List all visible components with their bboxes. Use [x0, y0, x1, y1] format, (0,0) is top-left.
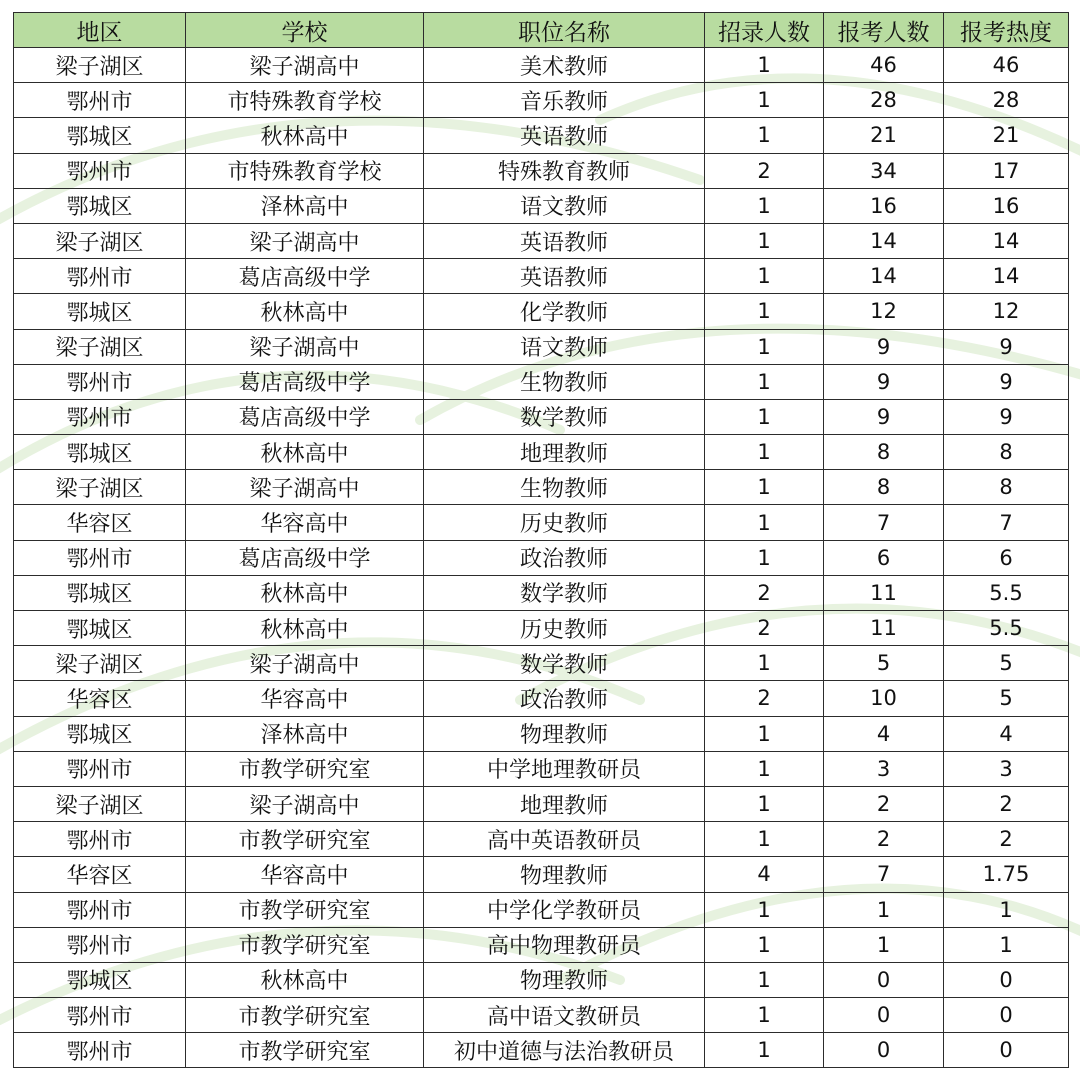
cell-school: 梁子湖高中	[186, 223, 424, 258]
cell-hire-count: 1	[705, 118, 824, 153]
cell-hire-count: 1	[705, 470, 824, 505]
cell-applicant-count: 8	[824, 435, 944, 470]
cell-applicant-count: 1	[824, 892, 944, 927]
cell-hire-count: 2	[705, 575, 824, 610]
cell-applicant-count: 9	[824, 364, 944, 399]
table-row	[14, 329, 1069, 364]
cell-position: 英语教师	[424, 223, 705, 258]
cell-popularity: 9	[944, 364, 1069, 399]
cell-school: 秋林高中	[186, 294, 424, 329]
cell-position: 化学教师	[424, 294, 705, 329]
cell-school: 市教学研究室	[186, 1033, 424, 1068]
cell-popularity: 17	[944, 153, 1069, 188]
cell-position: 中学化学教研员	[424, 892, 705, 927]
cell-school: 葛店高级中学	[186, 540, 424, 575]
cell-hire-count: 1	[705, 962, 824, 997]
cell-popularity: 1.75	[944, 857, 1069, 892]
cell-region: 鄂城区	[14, 716, 186, 751]
cell-position: 生物教师	[424, 364, 705, 399]
table-row	[14, 259, 1069, 294]
table-row	[14, 822, 1069, 857]
table-header-row	[14, 13, 1069, 48]
cell-popularity: 6	[944, 540, 1069, 575]
cell-position: 高中英语教研员	[424, 822, 705, 857]
cell-hire-count: 1	[705, 751, 824, 786]
cell-school: 华容高中	[186, 857, 424, 892]
header-popularity: 报考热度	[944, 13, 1069, 48]
cell-applicant-count: 0	[824, 962, 944, 997]
header-region: 地区	[14, 13, 186, 48]
cell-region: 梁子湖区	[14, 48, 186, 83]
cell-position: 高中物理教研员	[424, 927, 705, 962]
cell-popularity: 28	[944, 83, 1069, 118]
cell-popularity: 2	[944, 822, 1069, 857]
cell-applicant-count: 9	[824, 329, 944, 364]
cell-hire-count: 1	[705, 48, 824, 83]
cell-school: 葛店高级中学	[186, 399, 424, 434]
cell-hire-count: 1	[705, 294, 824, 329]
cell-position: 语文教师	[424, 329, 705, 364]
table-row	[14, 188, 1069, 223]
cell-region: 华容区	[14, 505, 186, 540]
cell-applicant-count: 11	[824, 611, 944, 646]
cell-position: 历史教师	[424, 505, 705, 540]
cell-hire-count: 1	[705, 329, 824, 364]
cell-applicant-count: 2	[824, 786, 944, 821]
cell-applicant-count: 14	[824, 223, 944, 258]
cell-school: 葛店高级中学	[186, 259, 424, 294]
table-row	[14, 153, 1069, 188]
cell-position: 生物教师	[424, 470, 705, 505]
table-row	[14, 48, 1069, 83]
cell-school: 市教学研究室	[186, 822, 424, 857]
cell-applicant-count: 7	[824, 857, 944, 892]
cell-applicant-count: 16	[824, 188, 944, 223]
cell-position: 初中道德与法治教研员	[424, 1033, 705, 1068]
cell-school: 市教学研究室	[186, 892, 424, 927]
cell-popularity: 3	[944, 751, 1069, 786]
cell-region: 鄂州市	[14, 83, 186, 118]
cell-applicant-count: 46	[824, 48, 944, 83]
header-applicant-count: 报考人数	[824, 13, 944, 48]
table-row	[14, 857, 1069, 892]
table-row	[14, 470, 1069, 505]
cell-popularity: 5.5	[944, 611, 1069, 646]
cell-hire-count: 1	[705, 892, 824, 927]
table-row	[14, 646, 1069, 681]
cell-region: 梁子湖区	[14, 223, 186, 258]
cell-position: 历史教师	[424, 611, 705, 646]
table-row	[14, 118, 1069, 153]
cell-applicant-count: 5	[824, 646, 944, 681]
cell-school: 秋林高中	[186, 611, 424, 646]
cell-popularity: 4	[944, 716, 1069, 751]
cell-hire-count: 1	[705, 646, 824, 681]
cell-popularity: 9	[944, 329, 1069, 364]
recruitment-table	[13, 12, 1069, 1068]
cell-position: 政治教师	[424, 540, 705, 575]
table-row	[14, 1033, 1069, 1068]
cell-hire-count: 1	[705, 822, 824, 857]
cell-popularity: 7	[944, 505, 1069, 540]
cell-position: 地理教师	[424, 786, 705, 821]
cell-region: 鄂州市	[14, 399, 186, 434]
cell-region: 鄂州市	[14, 822, 186, 857]
cell-applicant-count: 7	[824, 505, 944, 540]
cell-hire-count: 1	[705, 223, 824, 258]
table-row	[14, 294, 1069, 329]
cell-hire-count: 1	[705, 435, 824, 470]
cell-hire-count: 1	[705, 188, 824, 223]
cell-applicant-count: 14	[824, 259, 944, 294]
cell-region: 鄂州市	[14, 540, 186, 575]
cell-region: 鄂州市	[14, 927, 186, 962]
cell-position: 美术教师	[424, 48, 705, 83]
cell-popularity: 5	[944, 646, 1069, 681]
cell-hire-count: 1	[705, 259, 824, 294]
cell-popularity: 2	[944, 786, 1069, 821]
cell-hire-count: 1	[705, 505, 824, 540]
cell-position: 政治教师	[424, 681, 705, 716]
cell-school: 秋林高中	[186, 575, 424, 610]
cell-popularity: 14	[944, 259, 1069, 294]
cell-applicant-count: 11	[824, 575, 944, 610]
cell-hire-count: 1	[705, 364, 824, 399]
cell-position: 物理教师	[424, 716, 705, 751]
table-row	[14, 505, 1069, 540]
cell-position: 特殊教育教师	[424, 153, 705, 188]
table-row	[14, 892, 1069, 927]
cell-school: 华容高中	[186, 681, 424, 716]
cell-applicant-count: 28	[824, 83, 944, 118]
table-row	[14, 786, 1069, 821]
cell-region: 鄂州市	[14, 751, 186, 786]
table-row	[14, 575, 1069, 610]
table-row	[14, 364, 1069, 399]
cell-school: 梁子湖高中	[186, 470, 424, 505]
cell-hire-count: 2	[705, 153, 824, 188]
table-row	[14, 399, 1069, 434]
cell-region: 鄂城区	[14, 294, 186, 329]
cell-region: 鄂州市	[14, 153, 186, 188]
cell-school: 梁子湖高中	[186, 786, 424, 821]
table-row	[14, 998, 1069, 1033]
cell-hire-count: 2	[705, 611, 824, 646]
table-row	[14, 716, 1069, 751]
cell-hire-count: 1	[705, 927, 824, 962]
cell-region: 鄂州市	[14, 1033, 186, 1068]
cell-region: 鄂城区	[14, 188, 186, 223]
cell-popularity: 0	[944, 998, 1069, 1033]
cell-region: 鄂州市	[14, 998, 186, 1033]
cell-popularity: 1	[944, 927, 1069, 962]
cell-school: 梁子湖高中	[186, 329, 424, 364]
header-position: 职位名称	[424, 13, 705, 48]
cell-region: 鄂城区	[14, 962, 186, 997]
cell-applicant-count: 4	[824, 716, 944, 751]
cell-applicant-count: 8	[824, 470, 944, 505]
cell-school: 市教学研究室	[186, 751, 424, 786]
cell-school: 泽林高中	[186, 188, 424, 223]
cell-position: 数学教师	[424, 399, 705, 434]
cell-region: 华容区	[14, 681, 186, 716]
table-row	[14, 83, 1069, 118]
cell-region: 鄂州市	[14, 892, 186, 927]
cell-popularity: 9	[944, 399, 1069, 434]
cell-popularity: 5	[944, 681, 1069, 716]
cell-school: 泽林高中	[186, 716, 424, 751]
cell-position: 物理教师	[424, 857, 705, 892]
cell-region: 鄂城区	[14, 118, 186, 153]
cell-region: 鄂州市	[14, 259, 186, 294]
cell-school: 梁子湖高中	[186, 48, 424, 83]
cell-position: 英语教师	[424, 118, 705, 153]
cell-school: 秋林高中	[186, 962, 424, 997]
cell-popularity: 46	[944, 48, 1069, 83]
cell-position: 高中语文教研员	[424, 998, 705, 1033]
cell-popularity: 21	[944, 118, 1069, 153]
cell-hire-count: 1	[705, 540, 824, 575]
cell-applicant-count: 21	[824, 118, 944, 153]
cell-position: 中学地理教研员	[424, 751, 705, 786]
cell-popularity: 0	[944, 962, 1069, 997]
cell-region: 华容区	[14, 857, 186, 892]
cell-hire-count: 1	[705, 998, 824, 1033]
cell-region: 鄂城区	[14, 611, 186, 646]
cell-hire-count: 1	[705, 399, 824, 434]
cell-applicant-count: 12	[824, 294, 944, 329]
cell-hire-count: 4	[705, 857, 824, 892]
cell-region: 梁子湖区	[14, 646, 186, 681]
table-row	[14, 962, 1069, 997]
table-row	[14, 540, 1069, 575]
cell-region: 梁子湖区	[14, 329, 186, 364]
cell-position: 音乐教师	[424, 83, 705, 118]
cell-popularity: 5.5	[944, 575, 1069, 610]
cell-position: 数学教师	[424, 646, 705, 681]
cell-popularity: 12	[944, 294, 1069, 329]
cell-position: 语文教师	[424, 188, 705, 223]
cell-applicant-count: 0	[824, 1033, 944, 1068]
cell-school: 市教学研究室	[186, 927, 424, 962]
table-body	[14, 48, 1069, 1068]
table-row	[14, 927, 1069, 962]
cell-school: 秋林高中	[186, 118, 424, 153]
cell-applicant-count: 34	[824, 153, 944, 188]
cell-hire-count: 2	[705, 681, 824, 716]
cell-hire-count: 1	[705, 1033, 824, 1068]
cell-school: 秋林高中	[186, 435, 424, 470]
cell-region: 梁子湖区	[14, 470, 186, 505]
cell-applicant-count: 3	[824, 751, 944, 786]
cell-applicant-count: 1	[824, 927, 944, 962]
cell-popularity: 8	[944, 435, 1069, 470]
table-row	[14, 223, 1069, 258]
cell-region: 鄂城区	[14, 435, 186, 470]
header-hire-count: 招录人数	[705, 13, 824, 48]
cell-position: 地理教师	[424, 435, 705, 470]
cell-position: 数学教师	[424, 575, 705, 610]
table-row	[14, 681, 1069, 716]
table-row	[14, 435, 1069, 470]
cell-school: 市教学研究室	[186, 998, 424, 1033]
cell-hire-count: 1	[705, 716, 824, 751]
table-row	[14, 751, 1069, 786]
cell-popularity: 8	[944, 470, 1069, 505]
header-school: 学校	[186, 13, 424, 48]
cell-school: 市特殊教育学校	[186, 83, 424, 118]
cell-popularity: 14	[944, 223, 1069, 258]
cell-position: 物理教师	[424, 962, 705, 997]
cell-region: 鄂州市	[14, 364, 186, 399]
cell-school: 梁子湖高中	[186, 646, 424, 681]
cell-school: 葛店高级中学	[186, 364, 424, 399]
cell-region: 梁子湖区	[14, 786, 186, 821]
cell-popularity: 0	[944, 1033, 1069, 1068]
cell-applicant-count: 9	[824, 399, 944, 434]
cell-applicant-count: 10	[824, 681, 944, 716]
cell-applicant-count: 2	[824, 822, 944, 857]
cell-popularity: 16	[944, 188, 1069, 223]
cell-applicant-count: 0	[824, 998, 944, 1033]
cell-popularity: 1	[944, 892, 1069, 927]
cell-applicant-count: 6	[824, 540, 944, 575]
cell-school: 市特殊教育学校	[186, 153, 424, 188]
cell-hire-count: 1	[705, 83, 824, 118]
cell-hire-count: 1	[705, 786, 824, 821]
table-row	[14, 611, 1069, 646]
cell-school: 华容高中	[186, 505, 424, 540]
cell-region: 鄂城区	[14, 575, 186, 610]
cell-position: 英语教师	[424, 259, 705, 294]
